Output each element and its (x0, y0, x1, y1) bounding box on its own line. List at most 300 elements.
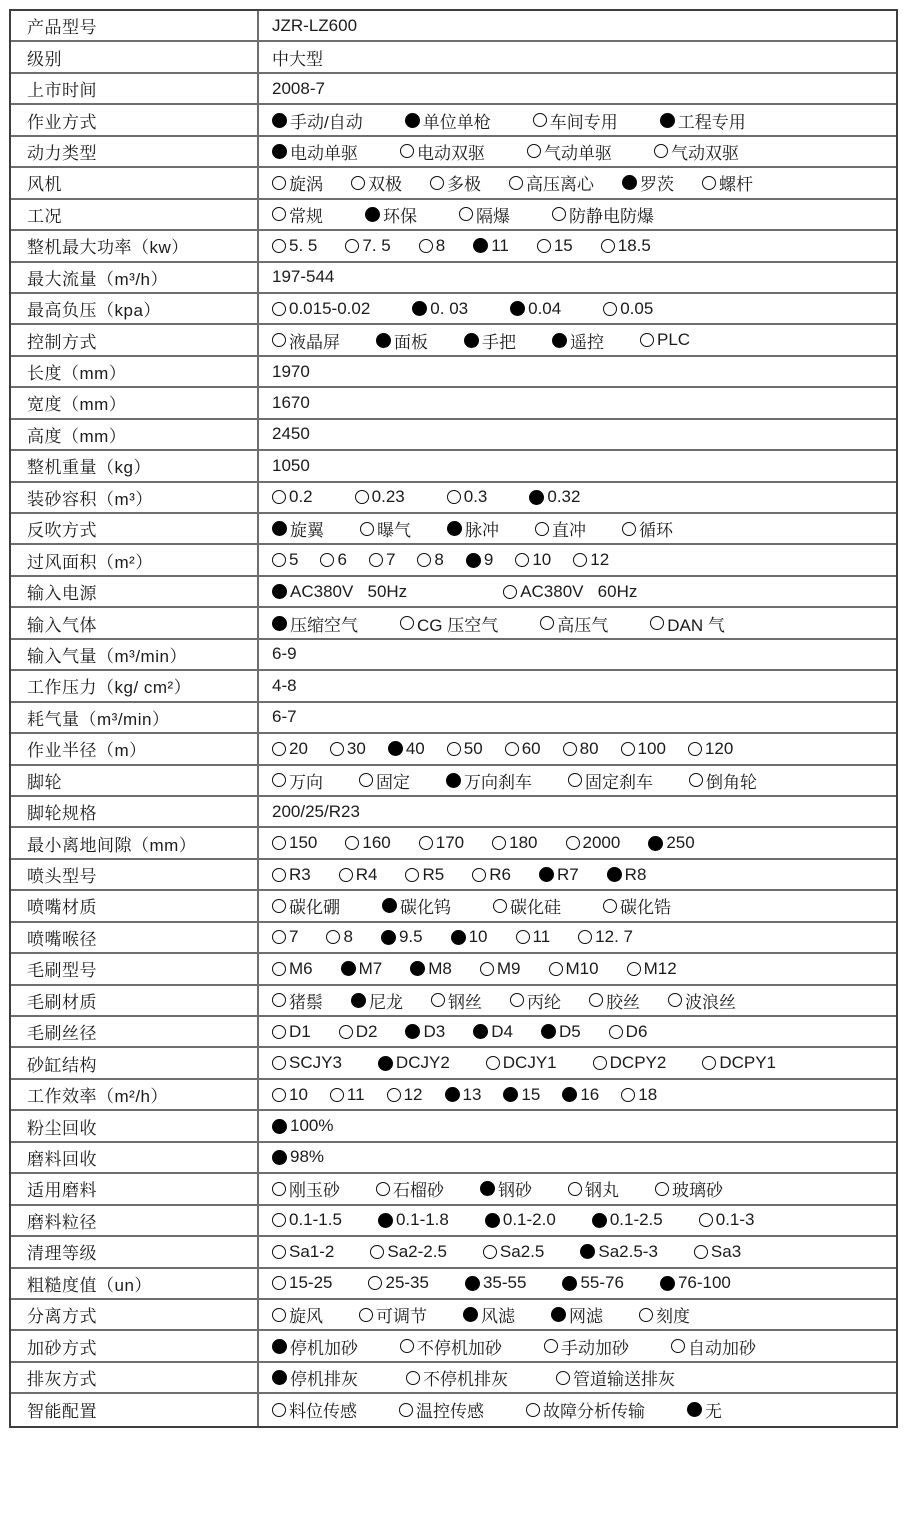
row-value (259, 420, 896, 449)
option-group (272, 1273, 731, 1293)
row-label: 适用磨料 (11, 1174, 259, 1203)
option-label: 丙纶 (527, 992, 561, 1012)
option-label: 9 (483, 550, 494, 570)
option-group (272, 865, 646, 885)
option-item (272, 1242, 334, 1262)
option-item (378, 1053, 450, 1073)
radio-selected-icon (412, 301, 427, 316)
option-label: 可调节 (376, 1307, 427, 1327)
value-text: 1970 (272, 361, 310, 381)
radio-selected-icon (580, 1244, 595, 1259)
radio-selected-icon (552, 333, 567, 348)
option-label: 碳化锆 (620, 898, 671, 918)
option-item (459, 202, 510, 227)
option-item (272, 1334, 358, 1359)
radio-unselected-icon (400, 616, 414, 630)
value-text: 4-8 (272, 675, 297, 695)
row-label: 分离方式 (11, 1300, 259, 1329)
option-label: 玻璃砂 (672, 1181, 723, 1201)
option-label: 40 (405, 738, 425, 758)
option-item (640, 330, 690, 350)
option-item (339, 865, 378, 885)
option-item (447, 516, 499, 541)
option-item (580, 1242, 658, 1262)
option-label: 10 (532, 550, 552, 570)
option-label: 0.1-2.5 (609, 1210, 663, 1230)
option-label: 曝气 (377, 521, 411, 541)
table-row (11, 766, 896, 797)
option-item (417, 550, 443, 570)
option-label: 螺杆 (719, 175, 753, 195)
radio-selected-icon (376, 333, 391, 348)
row-value (259, 514, 896, 543)
option-item (609, 1022, 648, 1042)
option-item (406, 1365, 508, 1390)
row-label: 磨料粒径 (11, 1206, 259, 1235)
row-label: 长度（mm） (11, 357, 259, 386)
radio-selected-icon (445, 1087, 460, 1102)
option-label: DCPY2 (609, 1053, 667, 1073)
option-label: 170 (435, 833, 465, 853)
row-label: 粗糙度值（un） (11, 1269, 259, 1298)
option-label: 直冲 (552, 521, 586, 541)
row-value (259, 388, 896, 417)
radio-unselected-icon (505, 742, 519, 756)
option-item (473, 236, 509, 256)
radio-unselected-icon (694, 1245, 708, 1259)
radio-unselected-icon (537, 239, 551, 253)
row-value (259, 986, 896, 1015)
option-item (272, 739, 308, 759)
row-label: 排灰方式 (11, 1363, 259, 1392)
option-item (339, 1022, 378, 1042)
option-label: 气动单驱 (544, 143, 612, 163)
option-label: 15 (521, 1084, 541, 1104)
radio-unselected-icon (503, 585, 517, 599)
table-row (11, 357, 896, 388)
option-item (486, 1053, 557, 1073)
option-item (687, 1397, 722, 1422)
option-item (655, 1176, 723, 1201)
option-label: 无 (705, 1402, 722, 1422)
option-label: 电动单驱 (290, 143, 358, 163)
radio-selected-icon (622, 175, 637, 190)
table-row (11, 671, 896, 702)
option-item (668, 988, 736, 1013)
row-label: 反吹方式 (11, 514, 259, 543)
radio-selected-icon (272, 584, 287, 599)
radio-unselected-icon (272, 302, 286, 316)
row-label: 输入气量（m³/min） (11, 640, 259, 669)
option-group (272, 582, 637, 602)
radio-selected-icon (446, 773, 461, 788)
option-label: 8 (343, 927, 353, 947)
table-row (11, 1174, 896, 1205)
radio-unselected-icon (330, 1088, 344, 1102)
row-label: 耗气量（m³/min） (11, 703, 259, 732)
option-item (330, 739, 366, 759)
row-label: 上市时间 (11, 74, 259, 103)
table-row (11, 514, 896, 545)
radio-unselected-icon (272, 239, 286, 253)
radio-selected-icon (272, 1119, 287, 1134)
table-row (11, 451, 896, 482)
option-label: AC380V 50Hz (290, 581, 408, 601)
option-label: Sa2-2.5 (387, 1241, 447, 1261)
row-label: 级别 (11, 42, 259, 71)
option-item (648, 833, 694, 853)
row-value (259, 74, 896, 103)
option-item (529, 487, 580, 507)
option-label: 11 (346, 1084, 365, 1104)
option-label: 尼龙 (369, 992, 403, 1012)
option-label: R3 (289, 864, 311, 884)
option-label: D2 (355, 1021, 378, 1041)
option-label: D5 (558, 1021, 581, 1041)
radio-selected-icon (351, 993, 366, 1008)
option-item (272, 1397, 357, 1422)
option-label: 0.1-1.8 (395, 1210, 449, 1230)
option-label: 环保 (383, 206, 417, 226)
option-item (400, 139, 485, 164)
option-item (573, 550, 609, 570)
option-item (430, 170, 481, 195)
option-label: 电动双驱 (417, 143, 485, 163)
row-value (259, 168, 896, 197)
option-label: 6 (337, 550, 347, 570)
option-group (272, 739, 733, 759)
option-label: Sa1-2 (289, 1241, 335, 1261)
row-value (259, 640, 896, 669)
radio-unselected-icon (688, 742, 702, 756)
option-label: 60 (521, 738, 541, 758)
radio-unselected-icon (566, 836, 580, 850)
option-item (360, 516, 411, 541)
radio-selected-icon (405, 1024, 420, 1039)
radio-selected-icon (405, 113, 420, 128)
option-item (535, 516, 586, 541)
option-label: 50 (463, 738, 483, 758)
option-item (702, 170, 753, 195)
option-label: 刚玉砂 (289, 1181, 340, 1201)
option-label: 罗茨 (640, 175, 674, 195)
radio-unselected-icon (578, 930, 592, 944)
table-row (11, 200, 896, 231)
option-label: 面板 (394, 332, 428, 352)
option-item (527, 139, 612, 164)
option-label: 压缩空气 (290, 615, 358, 635)
row-value (259, 1331, 896, 1360)
option-label: 循环 (639, 521, 673, 541)
row-value (259, 703, 896, 732)
option-label: R8 (624, 864, 647, 884)
option-item (627, 959, 677, 979)
option-label: 0.23 (371, 487, 405, 507)
table-row (11, 860, 896, 891)
radio-unselected-icon (419, 836, 433, 850)
row-label: 风机 (11, 168, 259, 197)
option-label: 手动加砂 (561, 1338, 629, 1358)
option-label: 常规 (289, 206, 323, 226)
radio-unselected-icon (351, 176, 365, 190)
radio-selected-icon (510, 301, 525, 316)
option-item (503, 582, 637, 602)
table-row (11, 168, 896, 199)
radio-unselected-icon (573, 553, 587, 567)
option-item (388, 739, 425, 759)
option-item (272, 108, 363, 133)
option-label: 10 (289, 1084, 308, 1104)
option-item (445, 1085, 482, 1105)
radio-selected-icon (466, 553, 481, 568)
option-label: 150 (289, 833, 318, 853)
row-value (259, 483, 896, 512)
option-item (330, 1085, 365, 1105)
option-item (272, 299, 370, 319)
option-group (272, 1210, 755, 1230)
radio-unselected-icon (603, 302, 617, 316)
radio-unselected-icon (417, 553, 431, 567)
option-label: 料位传感 (289, 1402, 357, 1422)
option-label: 固定 (376, 772, 410, 792)
row-value (259, 231, 896, 260)
table-row (11, 420, 896, 451)
option-item (556, 1365, 675, 1390)
option-item (405, 108, 491, 133)
option-item (526, 1397, 645, 1422)
option-item (272, 768, 323, 793)
radio-unselected-icon (272, 868, 286, 882)
table-row (11, 891, 896, 922)
option-item (272, 893, 340, 918)
radio-unselected-icon (399, 1403, 413, 1417)
option-label: 5 (289, 550, 299, 570)
option-group (272, 550, 609, 570)
row-value (259, 1237, 896, 1266)
option-item (359, 1302, 427, 1327)
option-label: 钢丝 (448, 992, 482, 1012)
option-label: 猪鬃 (289, 992, 323, 1012)
table-row (11, 231, 896, 262)
option-item (272, 550, 298, 570)
option-item (654, 139, 739, 164)
option-label: D6 (625, 1021, 648, 1041)
row-value (259, 577, 896, 606)
row-value (259, 1363, 896, 1392)
option-item (541, 1022, 581, 1042)
radio-selected-icon (660, 113, 675, 128)
option-item (381, 927, 423, 947)
option-label: 固定刹车 (585, 772, 653, 792)
option-label: 12 (590, 550, 610, 570)
table-row (11, 1048, 896, 1079)
table-row (11, 42, 896, 73)
radio-unselected-icon (359, 773, 373, 787)
radio-unselected-icon (493, 899, 507, 913)
option-label: 0. 03 (430, 298, 469, 318)
row-value (259, 1048, 896, 1077)
row-label: 动力类型 (11, 137, 259, 166)
radio-unselected-icon (480, 962, 494, 976)
option-item (660, 1273, 731, 1293)
option-group (272, 139, 739, 164)
option-group (272, 1176, 723, 1201)
radio-unselected-icon (272, 962, 286, 976)
option-group (272, 516, 673, 541)
radio-unselected-icon (593, 1056, 607, 1070)
option-item (272, 1022, 311, 1042)
row-value (259, 1017, 896, 1046)
option-item (603, 299, 653, 319)
option-item (516, 927, 551, 947)
option-label: 液晶屏 (289, 332, 340, 352)
option-item (660, 108, 746, 133)
option-item (345, 833, 390, 853)
option-label: SCJY3 (289, 1053, 342, 1073)
option-label: 刻度 (656, 1307, 690, 1327)
radio-unselected-icon (516, 930, 530, 944)
radio-unselected-icon (483, 1245, 497, 1259)
option-item (272, 1210, 342, 1230)
radio-selected-icon (541, 1024, 556, 1039)
table-row (11, 483, 896, 514)
value-text: 1670 (272, 392, 310, 412)
option-item (410, 959, 452, 979)
option-item (650, 611, 725, 636)
option-label: 250 (666, 833, 695, 853)
radio-selected-icon (551, 1307, 566, 1322)
option-label: 0.2 (289, 487, 313, 507)
radio-unselected-icon (544, 1339, 558, 1353)
option-group (272, 1302, 690, 1327)
radio-selected-icon (378, 1213, 393, 1228)
value-text: 2008-7 (272, 78, 325, 98)
option-label: 10 (468, 927, 488, 947)
option-label: 55-76 (580, 1273, 624, 1293)
option-label: 15-25 (289, 1273, 333, 1293)
option-item (351, 988, 403, 1013)
table-row (11, 263, 896, 294)
option-item (446, 768, 532, 793)
option-item (566, 833, 621, 853)
row-label: 输入气体 (11, 608, 259, 637)
row-value (259, 294, 896, 323)
option-item (589, 988, 640, 1013)
table-row (11, 294, 896, 325)
radio-unselected-icon (603, 899, 617, 913)
option-group (272, 893, 671, 918)
radio-selected-icon (272, 1370, 287, 1385)
option-label: 35-55 (482, 1273, 527, 1293)
option-item (272, 1147, 324, 1167)
row-label: 整机重量（kg） (11, 451, 259, 480)
radio-unselected-icon (671, 1339, 685, 1353)
option-item (272, 927, 298, 947)
option-item (387, 1085, 423, 1105)
row-label: 磨料回收 (11, 1143, 259, 1172)
radio-unselected-icon (650, 616, 664, 630)
option-item (505, 739, 541, 759)
option-group (272, 959, 677, 979)
option-item (552, 328, 604, 353)
radio-unselected-icon (447, 490, 461, 504)
option-item (463, 1302, 515, 1327)
radio-unselected-icon (589, 993, 603, 1007)
row-value (259, 263, 896, 292)
radio-unselected-icon (345, 836, 359, 850)
radio-selected-icon (272, 1339, 287, 1354)
radio-unselected-icon (568, 773, 582, 787)
option-label: 25-35 (385, 1273, 429, 1293)
option-group (272, 1242, 741, 1262)
option-label: 5. 5 (289, 235, 318, 255)
option-label: M10 (565, 958, 599, 978)
option-item (485, 1210, 556, 1230)
radio-unselected-icon (526, 1403, 540, 1417)
option-label: 网滤 (569, 1307, 603, 1327)
option-item (272, 516, 324, 541)
radio-unselected-icon (535, 522, 549, 536)
option-item (563, 739, 599, 759)
row-label: 最小离地间隙（mm） (11, 828, 259, 857)
radio-selected-icon (341, 961, 356, 976)
option-group (272, 1085, 657, 1105)
row-value (259, 451, 896, 480)
option-item (492, 833, 537, 853)
row-label: 宽度（mm） (11, 388, 259, 417)
radio-unselected-icon (330, 742, 344, 756)
option-label: 18.5 (617, 235, 651, 255)
radio-selected-icon (464, 333, 479, 348)
option-item (376, 1176, 444, 1201)
option-item (405, 1022, 445, 1042)
option-item (540, 611, 608, 636)
option-label: 100 (637, 738, 666, 758)
option-item (272, 1273, 332, 1293)
radio-unselected-icon (272, 333, 286, 347)
option-label: M8 (428, 958, 452, 978)
option-label: 车间专用 (549, 112, 618, 132)
row-value (259, 1206, 896, 1235)
option-item (447, 739, 483, 759)
radio-unselected-icon (272, 1025, 286, 1039)
table-row (11, 954, 896, 985)
option-label: 波浪丝 (685, 992, 736, 1012)
option-item (549, 959, 599, 979)
option-item (621, 1085, 657, 1105)
table-row (11, 1111, 896, 1142)
radio-selected-icon (539, 867, 554, 882)
radio-unselected-icon (272, 207, 286, 221)
option-label: D3 (423, 1021, 446, 1041)
radio-unselected-icon (272, 1088, 286, 1102)
value-text: JZR-LZ600 (272, 15, 358, 35)
option-item (378, 1210, 449, 1230)
radio-unselected-icon (568, 1182, 582, 1196)
option-item (419, 833, 464, 853)
radio-selected-icon (480, 1181, 495, 1196)
radio-unselected-icon (689, 773, 703, 787)
option-item (622, 516, 673, 541)
radio-unselected-icon (640, 333, 654, 347)
radio-unselected-icon (272, 836, 286, 850)
table-row (11, 577, 896, 608)
table-row (11, 545, 896, 576)
radio-unselected-icon (339, 868, 353, 882)
row-label: 脚轮 (11, 766, 259, 795)
row-label: 清理等级 (11, 1237, 259, 1266)
radio-unselected-icon (400, 144, 414, 158)
